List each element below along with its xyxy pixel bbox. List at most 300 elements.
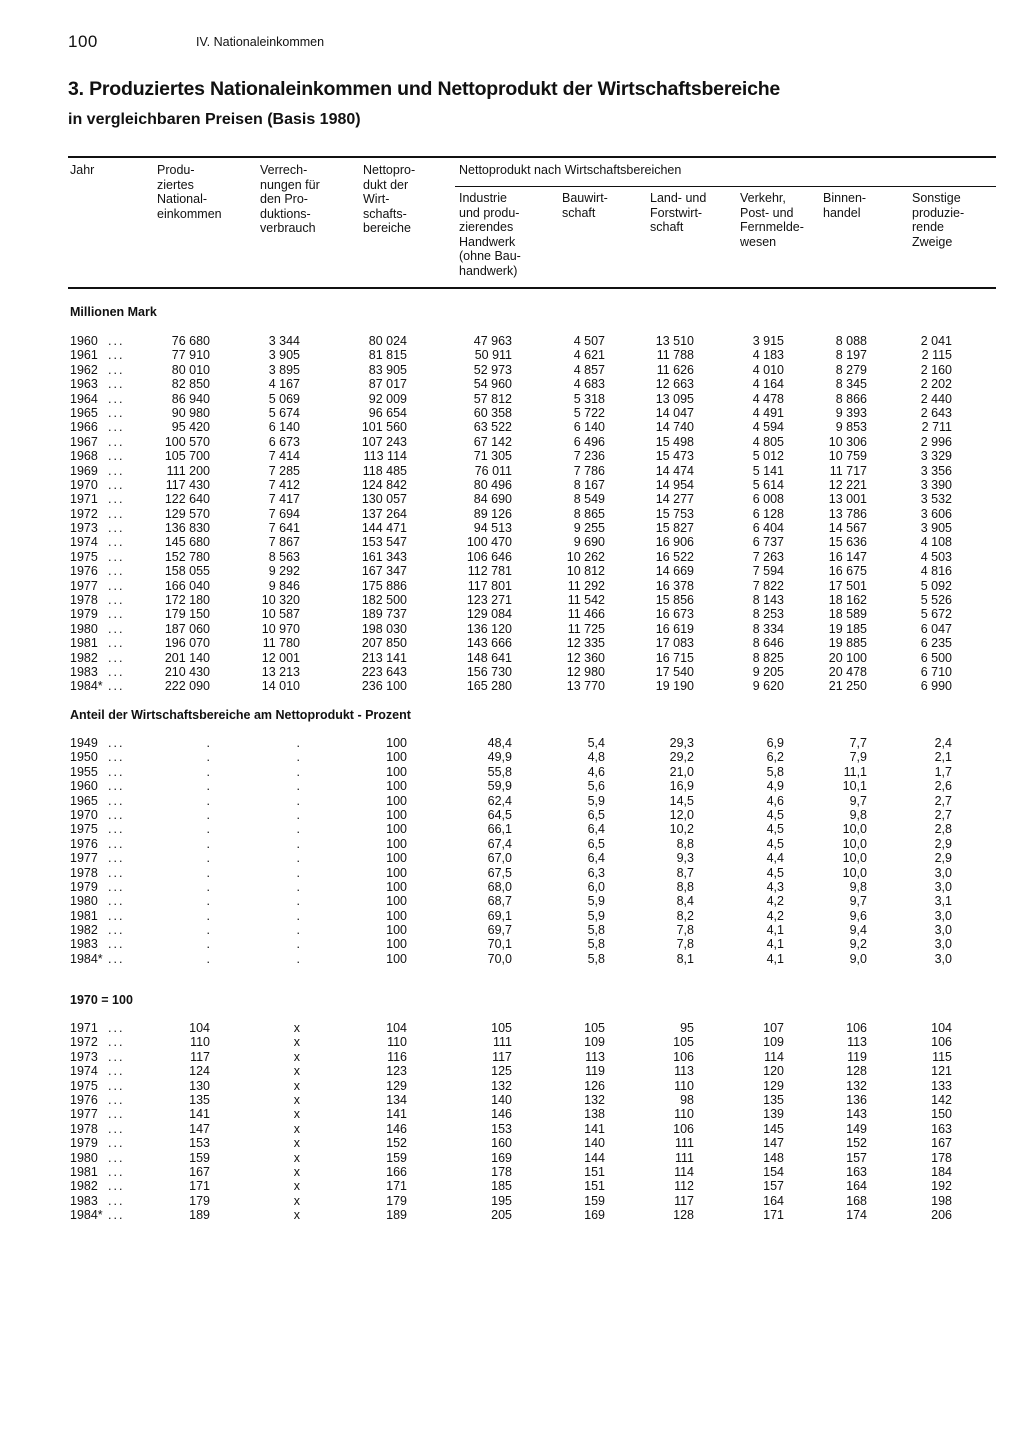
binnen-cell: 10 759 [828, 449, 867, 464]
year-cell: 1975 [70, 549, 98, 564]
sonstige-cell: 2,6 [934, 779, 952, 794]
produziertes-cell: . [206, 736, 210, 750]
table-row [0, 579, 1024, 593]
land-cell: 110 [674, 1107, 694, 1122]
nettoprodukt-cell: 104 [386, 1021, 407, 1035]
verrechnungen-cell: 7 417 [268, 492, 300, 507]
verrechnungen-cell: . [296, 807, 300, 822]
year-cell: 1966 [70, 420, 98, 435]
land-cell: 15 473 [655, 449, 694, 464]
binnen-cell: 10 306 [828, 434, 867, 449]
binnen-cell: 14 567 [828, 521, 867, 536]
section-heading: IV. Nationaleinkommen [196, 35, 325, 49]
verrechnungen-cell: 6 140 [268, 420, 300, 435]
binnen-cell: 9 393 [835, 405, 867, 420]
verkehr-cell: 9 620 [752, 679, 784, 694]
year-cell: 1983 [70, 664, 98, 679]
nettoprodukt-cell: 134 [386, 1092, 407, 1107]
year-cell: 1981 [70, 1164, 98, 1179]
verkehr-cell: 145 [763, 1121, 784, 1136]
table-row [0, 521, 1024, 535]
verkehr-cell: 4 805 [752, 434, 784, 449]
sonstige-cell: 3 390 [920, 477, 952, 492]
verkehr-cell: 8 143 [752, 593, 784, 608]
year-cell: 1976 [70, 1092, 98, 1107]
table-row [0, 1208, 1024, 1222]
binnen-cell: 15 636 [828, 535, 867, 550]
industrie-cell: 66,1 [487, 822, 512, 837]
produziertes-cell: 166 040 [164, 578, 210, 593]
year-cell: 1967 [70, 434, 98, 449]
industrie-cell: 63 522 [473, 420, 512, 435]
year-cell: 1968 [70, 449, 98, 464]
binnen-cell: 7,7 [849, 736, 867, 750]
nettoprodukt-cell: 167 347 [361, 564, 407, 579]
table-row [0, 1050, 1024, 1064]
table-row [0, 1021, 1024, 1035]
binnen-cell: 119 [847, 1049, 867, 1064]
table-row [0, 1093, 1024, 1107]
binnen-cell: 16 675 [828, 564, 867, 579]
verkehr-cell: 4,2 [766, 894, 784, 909]
produziertes-cell: 104 [189, 1021, 210, 1035]
sonstige-cell: 6 500 [920, 650, 952, 665]
table-row [0, 880, 1024, 894]
year-cell: 1976 [70, 836, 98, 851]
verrechnungen-cell: 7 285 [268, 463, 300, 478]
verkehr-cell: 109 [763, 1035, 784, 1050]
binnen-cell: 19 185 [828, 621, 867, 636]
binnen-cell: 18 589 [828, 607, 867, 622]
land-cell: 98 [680, 1092, 694, 1107]
industrie-cell: 71 305 [473, 449, 512, 464]
land-cell: 13 510 [655, 334, 694, 348]
binnen-cell: 8 866 [835, 391, 867, 406]
bau-cell: 5,8 [587, 923, 605, 938]
industrie-cell: 195 [491, 1193, 512, 1208]
year-cell: 1972 [70, 506, 98, 521]
produziertes-cell: 141 [189, 1107, 210, 1122]
sonstige-cell: 184 [931, 1164, 952, 1179]
year-cell: 1965 [70, 405, 98, 420]
year-cell: 1979 [70, 879, 98, 894]
verrechnungen-cell: 5 069 [268, 391, 300, 406]
table-row [0, 794, 1024, 808]
industrie-cell: 153 [491, 1121, 512, 1136]
verkehr-cell: 4,4 [766, 851, 784, 866]
produziertes-cell: 117 [190, 1049, 210, 1064]
table-row [0, 808, 1024, 822]
nettoprodukt-cell: 182 500 [361, 593, 407, 608]
col-header-produziertes: Produ- ziertes National- einkommen [157, 163, 222, 221]
produziertes-cell: 122 640 [164, 492, 210, 507]
leader-dots: ... [108, 564, 125, 579]
verkehr-cell: 4 478 [752, 391, 784, 406]
nettoprodukt-cell: 152 [386, 1136, 407, 1151]
nettoprodukt-cell: 166 [386, 1164, 407, 1179]
sonstige-cell: 178 [931, 1150, 952, 1165]
binnen-cell: 10,0 [842, 836, 867, 851]
verrechnungen-cell: 9 846 [268, 578, 300, 593]
col-header-verrechnungen: Verrech- nungen für den Pro- duktions- verbrauch [260, 163, 320, 235]
binnen-cell: 19 885 [828, 636, 867, 651]
produziertes-cell: 130 [189, 1078, 210, 1093]
nettoprodukt-cell: 175 886 [361, 578, 407, 593]
produziertes-cell: . [206, 793, 210, 808]
header-top-rule [68, 156, 996, 158]
verkehr-cell: 8 646 [752, 636, 784, 651]
bau-cell: 5,4 [587, 736, 605, 750]
nettoprodukt-cell: 137 264 [361, 506, 407, 521]
produziertes-cell: 86 940 [171, 391, 210, 406]
bau-cell: 12 335 [566, 636, 605, 651]
binnen-cell: 9,0 [849, 951, 867, 966]
sonstige-cell: 121 [931, 1064, 952, 1079]
leader-dots: ... [108, 578, 125, 593]
col-header-land: Land- und Forstwirt- schaft [650, 191, 707, 234]
verrechnungen-cell: x [293, 1164, 300, 1179]
industrie-cell: 94 513 [473, 521, 512, 536]
produziertes-cell: 159 [189, 1150, 210, 1165]
sonstige-cell: 192 [931, 1179, 952, 1194]
bau-cell: 11 466 [567, 607, 605, 622]
land-cell: 117 [674, 1193, 694, 1208]
produziertes-cell: 210 430 [164, 664, 210, 679]
industrie-cell: 123 271 [466, 593, 512, 608]
binnen-cell: 9,2 [849, 937, 867, 952]
bau-cell: 8 549 [573, 492, 605, 507]
year-cell: 1980 [70, 894, 98, 909]
table-row [0, 1064, 1024, 1078]
leader-dots: ... [108, 851, 125, 866]
nettoprodukt-cell: 80 024 [368, 334, 407, 348]
sonstige-cell: 5 526 [920, 593, 952, 608]
industrie-cell: 117 [492, 1049, 512, 1064]
nettoprodukt-cell: 100 [386, 822, 407, 837]
bau-cell: 7 786 [573, 463, 605, 478]
verrechnungen-cell: . [296, 779, 300, 794]
year-cell: 1976 [70, 564, 98, 579]
nettoprodukt-cell: 100 [386, 736, 407, 750]
year-cell: 1960 [70, 334, 98, 348]
verrechnungen-cell: x [293, 1121, 300, 1136]
col-header-jahr: Jahr [70, 163, 95, 177]
binnen-cell: 157 [846, 1150, 867, 1165]
nettoprodukt-cell: 107 243 [361, 434, 407, 449]
verkehr-cell: 4,6 [766, 793, 784, 808]
leader-dots: ... [108, 650, 125, 665]
sonstige-cell: 3,0 [934, 879, 952, 894]
col-header-verkehr: Verkehr, Post- und Fernmelde- wesen [740, 191, 804, 249]
leader-dots: ... [108, 1078, 125, 1093]
industrie-cell: 69,1 [487, 908, 512, 923]
section-body-anteil [0, 736, 1024, 966]
industrie-cell: 67,0 [487, 851, 512, 866]
land-cell: 128 [673, 1208, 694, 1223]
col-header-binnen: Binnen- handel [823, 191, 867, 220]
land-cell: 16 715 [655, 650, 694, 665]
verrechnungen-cell: 4 167 [268, 377, 300, 392]
table-row [0, 909, 1024, 923]
land-cell: 12 663 [655, 377, 694, 392]
land-cell: 14,5 [669, 793, 694, 808]
binnen-cell: 16 147 [828, 549, 867, 564]
nettoprodukt-cell: 144 471 [361, 521, 407, 536]
industrie-cell: 140 [491, 1092, 512, 1107]
verrechnungen-cell: 14 010 [261, 679, 300, 694]
table-row [0, 822, 1024, 836]
year-cell: 1977 [70, 578, 98, 593]
land-cell: 111 [674, 1136, 694, 1151]
produziertes-cell: 179 150 [164, 607, 210, 622]
binnen-cell: 113 [847, 1035, 867, 1050]
col-header-bau: Bauwirt- schaft [562, 191, 608, 220]
nettoprodukt-cell: 110 [387, 1035, 407, 1050]
sonstige-cell: 3,0 [934, 865, 952, 880]
binnen-cell: 9,8 [849, 879, 867, 894]
binnen-cell: 11,1 [843, 764, 867, 779]
year-cell: 1960 [70, 779, 98, 794]
nettoprodukt-cell: 100 [386, 865, 407, 880]
bau-cell: 4 621 [573, 348, 605, 363]
verrechnungen-cell: 12 001 [261, 650, 300, 665]
land-cell: 17 540 [655, 664, 694, 679]
year-cell: 1982 [70, 923, 98, 938]
industrie-cell: 64,5 [487, 807, 512, 822]
table-row [0, 348, 1024, 362]
table-row [0, 1151, 1024, 1165]
verrechnungen-cell: . [296, 750, 300, 765]
verkehr-cell: 9 205 [752, 664, 784, 679]
verrechnungen-cell: x [293, 1078, 300, 1093]
verkehr-cell: 154 [763, 1164, 784, 1179]
land-cell: 13 095 [655, 391, 694, 406]
binnen-cell: 9,4 [849, 923, 867, 938]
sonstige-cell: 150 [931, 1107, 952, 1122]
sonstige-cell: 2 643 [920, 405, 952, 420]
produziertes-cell: 187 060 [164, 621, 210, 636]
sonstige-cell: 4 816 [920, 564, 952, 579]
sonstige-cell: 4 108 [920, 535, 952, 550]
binnen-cell: 7,9 [849, 750, 867, 765]
table-row [0, 952, 1024, 966]
industrie-cell: 143 666 [466, 636, 512, 651]
binnen-cell: 152 [846, 1136, 867, 1151]
verkehr-cell: 135 [763, 1092, 784, 1107]
verrechnungen-cell: . [296, 894, 300, 909]
industrie-cell: 106 646 [466, 549, 512, 564]
sonstige-cell: 2 202 [920, 377, 952, 392]
land-cell: 16 906 [655, 535, 694, 550]
verrechnungen-cell: x [293, 1193, 300, 1208]
binnen-cell: 12 221 [828, 477, 867, 492]
industrie-cell: 52 973 [473, 362, 512, 377]
table-row [0, 478, 1024, 492]
leader-dots: ... [108, 937, 125, 952]
industrie-cell: 50 911 [474, 348, 512, 363]
land-cell: 106 [673, 1121, 694, 1136]
leader-dots: ... [108, 607, 125, 622]
leader-dots: ... [108, 521, 125, 536]
produziertes-cell: . [206, 779, 210, 794]
industrie-cell: 49,9 [487, 750, 512, 765]
bau-cell: 6,4 [587, 851, 605, 866]
industrie-cell: 125 [491, 1064, 512, 1079]
verrechnungen-cell: 5 674 [268, 405, 300, 420]
bau-cell: 151 [584, 1179, 605, 1194]
binnen-cell: 11 717 [829, 463, 867, 478]
table-row [0, 607, 1024, 621]
col-header-group: Nettoprodukt nach Wirtschaftsbereichen [459, 163, 682, 177]
sonstige-cell: 3,0 [934, 923, 952, 938]
sonstige-cell: 1,7 [934, 764, 952, 779]
leader-dots: ... [108, 1179, 125, 1194]
verkehr-cell: 6,9 [766, 736, 784, 750]
verrechnungen-cell: . [296, 764, 300, 779]
bau-cell: 5 318 [573, 391, 605, 406]
binnen-cell: 132 [846, 1078, 867, 1093]
leader-dots: ... [108, 879, 125, 894]
verrechnungen-cell: 11 780 [262, 636, 300, 651]
verrechnungen-cell: x [293, 1021, 300, 1035]
produziertes-cell: . [206, 750, 210, 765]
verkehr-cell: 8 334 [752, 621, 784, 636]
verrechnungen-cell: . [296, 951, 300, 966]
verkehr-cell: 107 [763, 1021, 784, 1035]
industrie-cell: 100 470 [466, 535, 512, 550]
land-cell: 29,3 [669, 736, 694, 750]
nettoprodukt-cell: 100 [386, 836, 407, 851]
nettoprodukt-cell: 100 [386, 879, 407, 894]
land-cell: 11 788 [656, 348, 694, 363]
table-row [0, 1079, 1024, 1093]
year-cell: 1979 [70, 607, 98, 622]
year-cell: 1961 [70, 348, 98, 363]
table-row [0, 750, 1024, 764]
bau-cell: 4,6 [587, 764, 605, 779]
leader-dots: ... [108, 621, 125, 636]
leader-dots: ... [108, 405, 125, 420]
year-cell: 1949 [70, 736, 98, 750]
verkehr-cell: 4,5 [766, 836, 784, 851]
section-body-index [0, 1021, 1024, 1222]
nettoprodukt-cell: 101 560 [361, 420, 407, 435]
land-cell: 8,4 [676, 894, 694, 909]
bau-cell: 169 [584, 1208, 605, 1223]
verrechnungen-cell: . [296, 923, 300, 938]
land-cell: 15 827 [655, 521, 694, 536]
verrechnungen-cell: 7 412 [268, 477, 300, 492]
industrie-cell: 69,7 [487, 923, 512, 938]
nettoprodukt-cell: 100 [386, 750, 407, 765]
table-row [0, 679, 1024, 693]
verrechnungen-cell: x [293, 1064, 300, 1079]
land-cell: 19 190 [655, 679, 694, 694]
land-cell: 16 673 [655, 607, 694, 622]
binnen-cell: 106 [846, 1021, 867, 1035]
verrechnungen-cell: 3 344 [268, 334, 300, 348]
year-cell: 1984* [70, 951, 103, 966]
verrechnungen-cell: 3 905 [268, 348, 300, 363]
verrechnungen-cell: . [296, 793, 300, 808]
bau-cell: 9 690 [573, 535, 605, 550]
sonstige-cell: 106 [931, 1035, 952, 1050]
industrie-cell: 59,9 [487, 779, 512, 794]
nettoprodukt-cell: 96 654 [368, 405, 407, 420]
nettoprodukt-cell: 171 [386, 1179, 407, 1194]
bau-cell: 151 [584, 1164, 605, 1179]
land-cell: 10,2 [669, 822, 694, 837]
industrie-cell: 117 801 [467, 578, 512, 593]
section-body-millionen [0, 334, 1024, 694]
sonstige-cell: 3,1 [934, 894, 952, 909]
verkehr-cell: 6 008 [752, 492, 784, 507]
produziertes-cell: 100 570 [164, 434, 210, 449]
verrechnungen-cell: . [296, 736, 300, 750]
verkehr-cell: 114 [764, 1049, 784, 1064]
leader-dots: ... [108, 463, 125, 478]
verrechnungen-cell: x [293, 1150, 300, 1165]
binnen-cell: 13 001 [828, 492, 867, 507]
year-cell: 1964 [70, 391, 98, 406]
leader-dots: ... [108, 1092, 125, 1107]
leader-dots: ... [108, 348, 125, 363]
leader-dots: ... [108, 908, 125, 923]
year-cell: 1983 [70, 1193, 98, 1208]
year-cell: 1979 [70, 1136, 98, 1151]
year-cell: 1975 [70, 822, 98, 837]
verkehr-cell: 6 128 [752, 506, 784, 521]
nettoprodukt-cell: 207 850 [361, 636, 407, 651]
verkehr-cell: 4,5 [766, 807, 784, 822]
bau-cell: 10 812 [566, 564, 605, 579]
verkehr-cell: 5 012 [752, 449, 784, 464]
bau-cell: 8 865 [573, 506, 605, 521]
bau-cell: 13 770 [566, 679, 605, 694]
verkehr-cell: 157 [763, 1179, 784, 1194]
sonstige-cell: 163 [931, 1121, 952, 1136]
binnen-cell: 128 [846, 1064, 867, 1079]
year-cell: 1974 [70, 1064, 98, 1079]
verkehr-cell: 3 915 [752, 334, 784, 348]
nettoprodukt-cell: 189 [386, 1208, 407, 1223]
leader-dots: ... [108, 535, 125, 550]
produziertes-cell: 124 [189, 1064, 210, 1079]
leader-dots: ... [108, 420, 125, 435]
industrie-cell: 169 [491, 1150, 512, 1165]
table-row [0, 449, 1024, 463]
produziertes-cell: . [206, 865, 210, 880]
year-cell: 1984* [70, 679, 103, 694]
bau-cell: 5,8 [587, 951, 605, 966]
industrie-cell: 160 [491, 1136, 512, 1151]
verrechnungen-cell: 10 587 [261, 607, 300, 622]
col-header-industrie: Industrie und produ- zierendes Handwerk (ohne Bau- handwerk) [459, 191, 521, 278]
sonstige-cell: 3,0 [934, 951, 952, 966]
produziertes-cell: 82 850 [171, 377, 210, 392]
verkehr-cell: 120 [763, 1064, 784, 1079]
bau-cell: 109 [584, 1035, 605, 1050]
year-cell: 1982 [70, 650, 98, 665]
industrie-cell: 80 496 [473, 477, 512, 492]
year-cell: 1980 [70, 1150, 98, 1165]
verkehr-cell: 5 614 [752, 477, 784, 492]
industrie-cell: 57 812 [473, 391, 512, 406]
sonstige-cell: 2 115 [921, 348, 952, 363]
produziertes-cell: 196 070 [164, 636, 210, 651]
industrie-cell: 132 [491, 1078, 512, 1093]
table-row [0, 866, 1024, 880]
